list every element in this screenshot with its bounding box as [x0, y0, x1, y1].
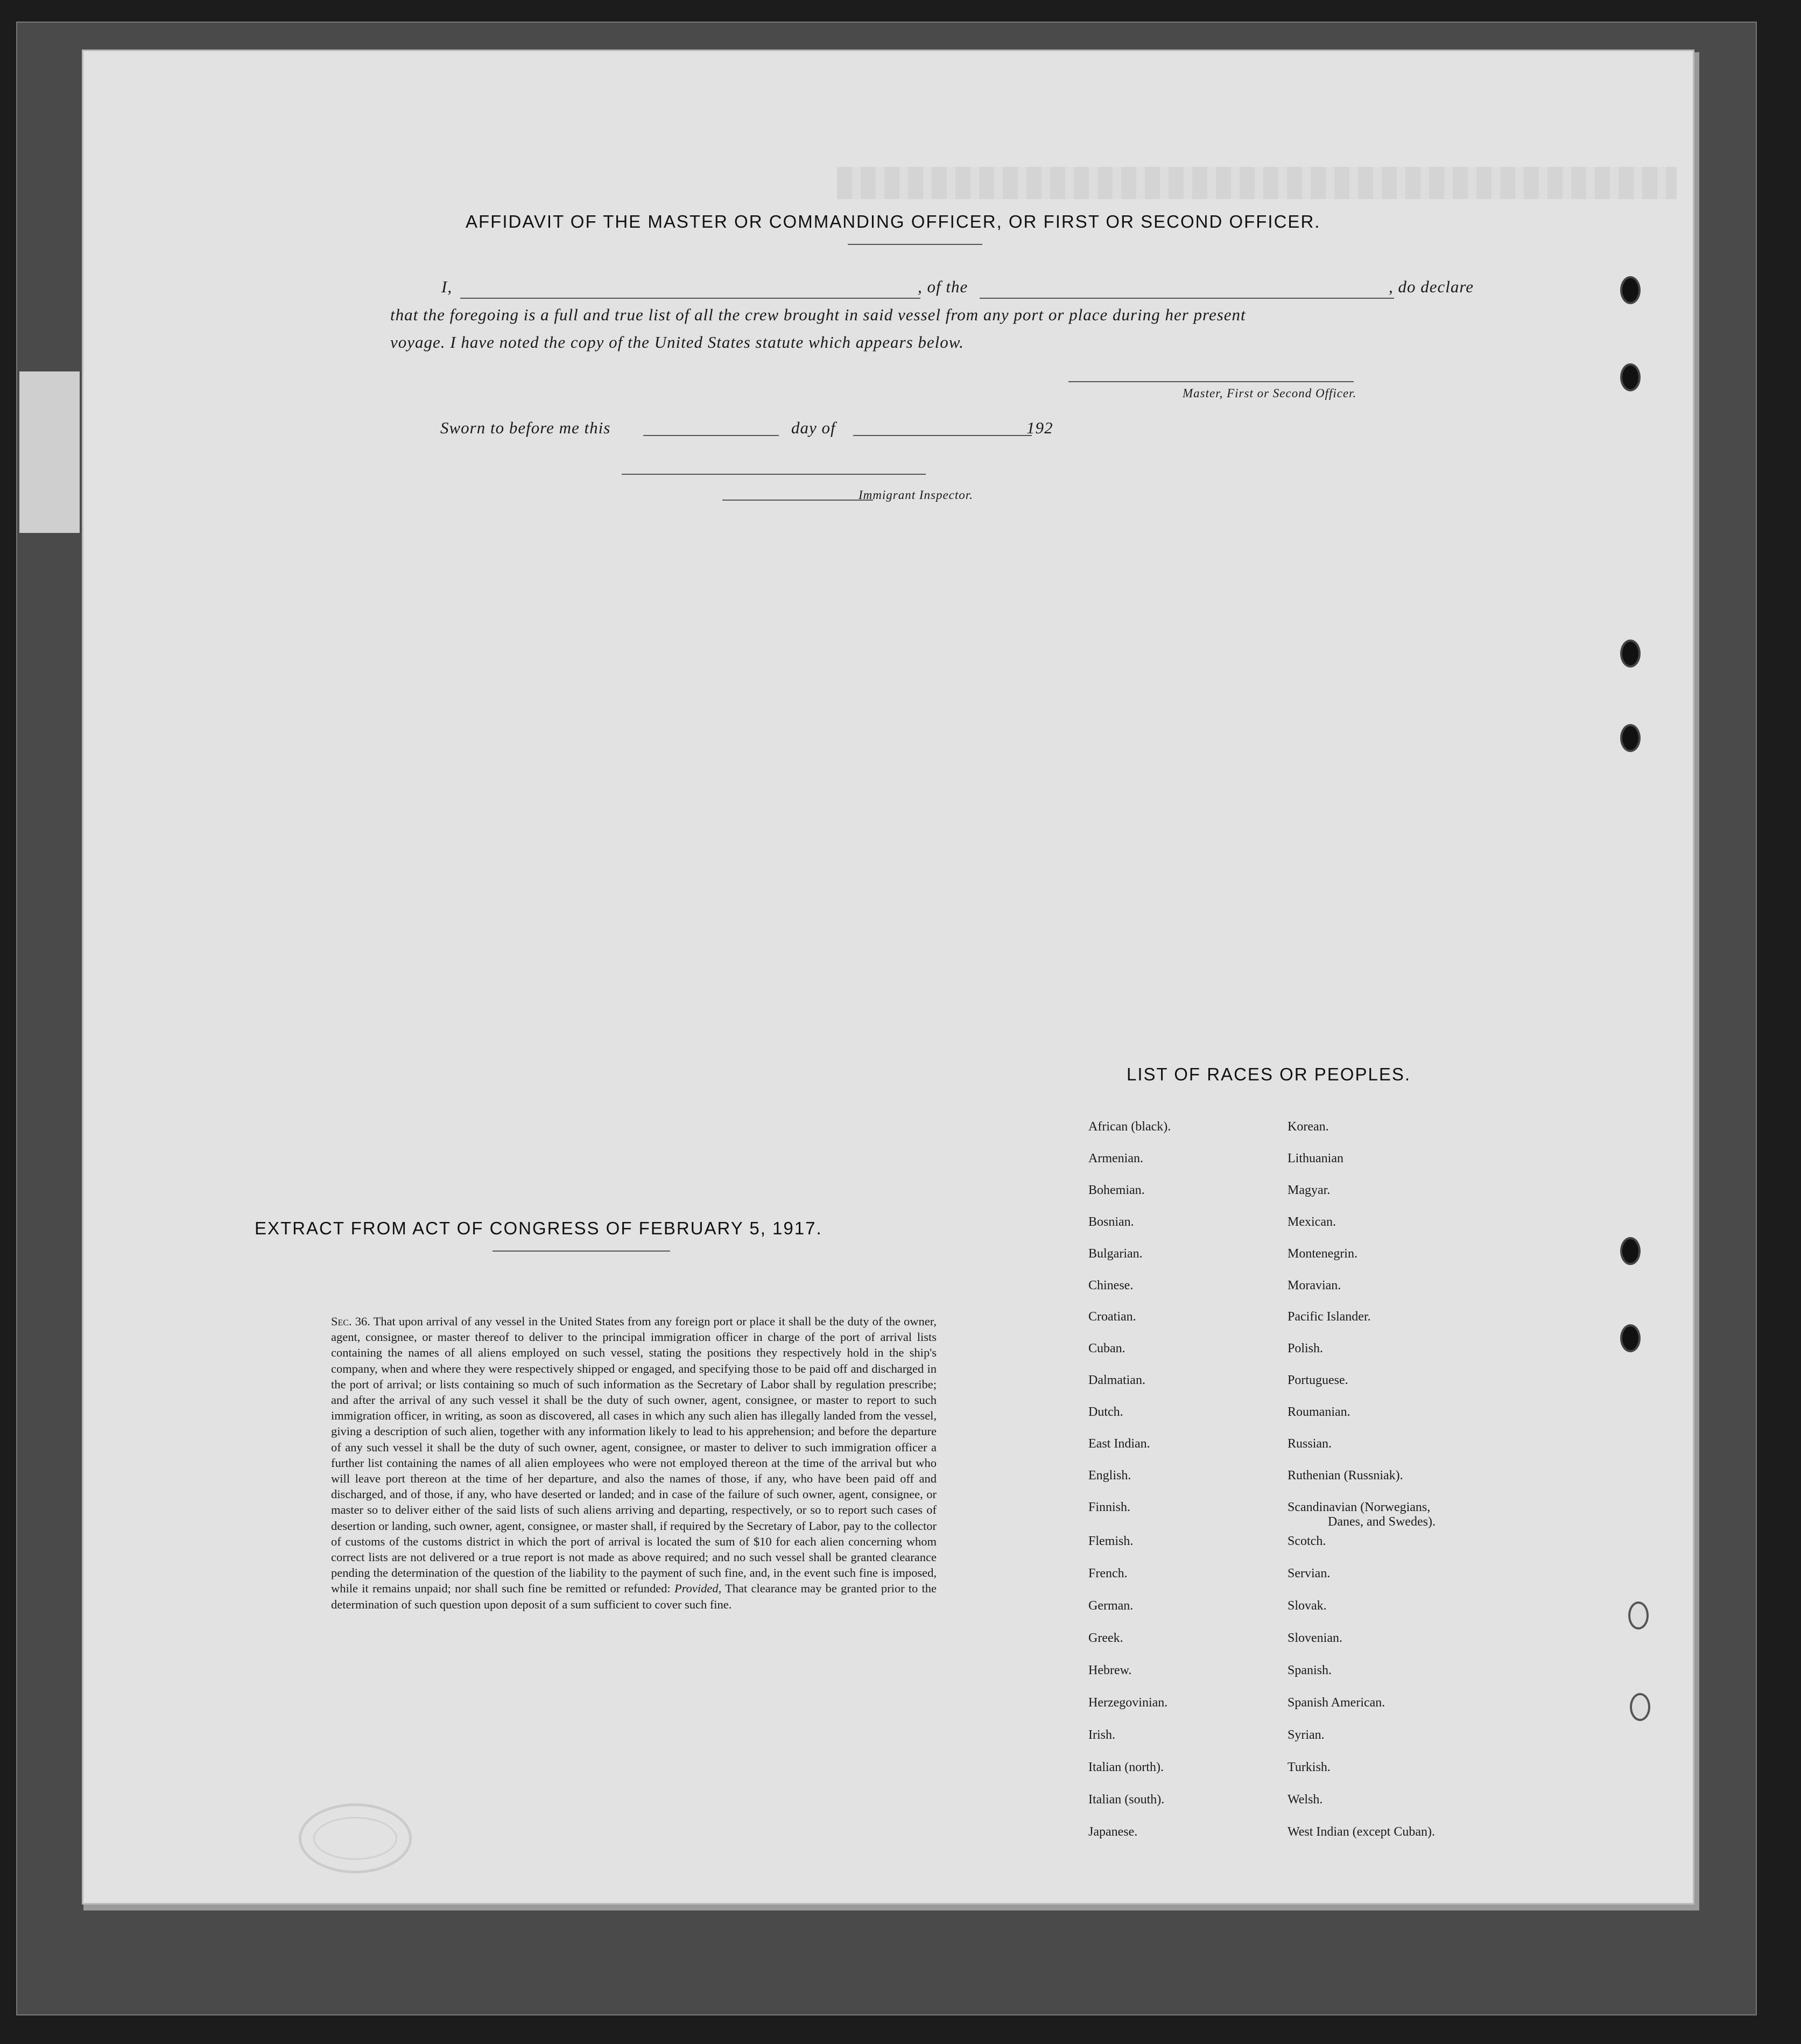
race-item: Irish. — [1088, 1728, 1115, 1742]
extract-underline — [493, 1251, 670, 1252]
affidavit-i: I, — [441, 277, 453, 296]
punch-hole — [1620, 1237, 1641, 1265]
extract-body — [331, 1314, 937, 1612]
race-item: Slovenian. — [1288, 1631, 1342, 1645]
race-item: Flemish. — [1088, 1534, 1134, 1548]
race-item: Roumanian. — [1288, 1405, 1350, 1420]
race-item: Scandinavian (Norwegians, — [1288, 1500, 1431, 1514]
race-item: Italian (north). — [1088, 1760, 1164, 1774]
day-of-text: day of — [791, 418, 836, 437]
punch-hole — [1620, 724, 1641, 752]
punch-hole — [1630, 1693, 1650, 1721]
year-text: 192 — [1026, 418, 1053, 437]
race-item: Danes, and Swedes). — [1328, 1515, 1436, 1529]
punch-hole — [1620, 276, 1641, 304]
race-item: Bohemian. — [1088, 1183, 1145, 1197]
race-item: Russian. — [1288, 1437, 1332, 1451]
punch-hole — [1628, 1602, 1649, 1629]
race-item: Portuguese. — [1288, 1373, 1348, 1388]
affidavit-line-2: voyage. I have noted the copy of the United States statute which appears below. — [390, 333, 964, 352]
affidavit-do-declare: , do declare — [1389, 277, 1474, 296]
bleed-through-text — [837, 167, 1677, 199]
race-item: Hebrew. — [1088, 1663, 1132, 1677]
race-item: Ruthenian (Russniak). — [1288, 1468, 1403, 1483]
name-blank — [460, 298, 920, 299]
race-item: Spanish American. — [1288, 1696, 1385, 1710]
month-blank — [853, 435, 1032, 436]
race-item: Polish. — [1288, 1341, 1324, 1356]
race-item: Bulgarian. — [1088, 1246, 1143, 1261]
faded-stamp — [299, 1803, 412, 1873]
race-item: East Indian. — [1088, 1437, 1150, 1451]
manifest-page — [83, 51, 1693, 1903]
affidavit-of-the: , of the — [918, 277, 968, 296]
race-item: Magyar. — [1288, 1183, 1331, 1197]
affidavit-line-1: that the foregoing is a full and true list of all the crew brought in said vessel from any port or place during her present — [390, 305, 1246, 324]
race-item: Greek. — [1088, 1631, 1123, 1645]
master-signature-line — [1068, 381, 1354, 382]
title-underline — [848, 244, 982, 245]
race-item: Finnish. — [1088, 1500, 1131, 1514]
race-item: Welsh. — [1288, 1793, 1323, 1807]
race-item: Chinese. — [1088, 1278, 1134, 1293]
provided-word: Provided, — [674, 1582, 722, 1596]
race-item: Servian. — [1288, 1567, 1331, 1581]
race-item: Moravian. — [1288, 1278, 1341, 1293]
inspector-label-line — [722, 500, 873, 501]
race-item: Lithuanian — [1288, 1151, 1343, 1165]
race-item: Pacific Islander. — [1288, 1310, 1371, 1324]
race-item: Scotch. — [1288, 1534, 1326, 1548]
races-title: LIST OF RACES OR PEOPLES. — [1127, 1064, 1411, 1084]
underlying-page-edge — [19, 371, 80, 533]
extract-text-a: That upon arrival of any vessel in the United States from any foreign port or place it shall be the duty of the owner, agent, consignee, or master thereof to deliver to the principal immigration officer in charge of the port of arrival lists containing the names of all aliens employed on such vessel, stating the positions they respectively hold in the ship's company, when and where they were respectively shipped or engaged, and specifying those to be paid off and discharged in the port of arrival; or lists containing so much of such information as the Secretary of Labor shall by regulation prescribe; and after the arrival of any such vessel it shall be the duty of such owner, agent, consignee, or master to report to such immigration officer, in writing, as soon as discovered, all cases in which any such alien has illegally landed from the vessel, giving a description of such alien, together with any information likely to lead to his apprehension; and before the departure of any such vessel it shall be the duty of such owner, agent, consignee, or master to deliver to such immigration officer a further list containing the names of all alien employees who were not employed thereon at the time of the arrival but who will leave port thereon at the time of her departure, and also the names of those, if any, who have been paid off and discharged, and of those, if any, who have deserted or landed; and in case of the failure of such owner, agent, consignee, or master so to deliver either of the said lists of such aliens arriving and departing, respectively, or so to report such cases of desertion or landing, such owner, agent, consignee, or master shall, if required by the Secretary of Labor, pay to the collector of customs of the customs district in which the port of arrival is located the sum of $10 for each alien concerning whom correct lists are not delivered or a true report is not made as above required; and no such vessel shall be granted clearance pending the determination of the question of the liability to the payment of such fine, and, in the event such fine is imposed, while it remains unpaid; nor shall such fine be remitted or refunded: — [331, 1315, 937, 1596]
race-item: Bosnian. — [1088, 1214, 1134, 1229]
race-item: German. — [1088, 1599, 1134, 1613]
race-item: Slovak. — [1288, 1599, 1327, 1613]
section-number: Sec. 36. — [331, 1315, 370, 1328]
inspector-signature-line — [622, 474, 926, 475]
extract-text-b: That clearance may be granted prior to the determination of such question upon deposit of a sum sufficient to cover such fine. — [331, 1582, 937, 1611]
race-item: Croatian. — [1088, 1310, 1136, 1324]
race-item: Italian (south). — [1088, 1793, 1165, 1807]
race-item: African (black). — [1088, 1120, 1171, 1134]
day-blank — [643, 435, 779, 436]
race-item: Syrian. — [1288, 1728, 1325, 1742]
race-item: Turkish. — [1288, 1760, 1331, 1774]
punch-hole — [1620, 363, 1641, 391]
race-item: Montenegrin. — [1288, 1246, 1357, 1261]
inspector-label: Immigrant Inspector. — [859, 488, 973, 502]
race-item: Dalmatian. — [1088, 1373, 1145, 1388]
sworn-text: Sworn to before me this — [440, 418, 611, 437]
race-item: Cuban. — [1088, 1341, 1125, 1356]
race-item: French. — [1088, 1567, 1128, 1581]
affidavit-title: AFFIDAVIT OF THE MASTER OR COMMANDING OFFICER, OR FIRST OR SECOND OFFICER. — [466, 212, 1321, 231]
race-item: Armenian. — [1088, 1151, 1143, 1165]
race-item: Dutch. — [1088, 1405, 1123, 1420]
race-item: Spanish. — [1288, 1663, 1332, 1677]
race-item: Korean. — [1288, 1120, 1329, 1134]
punch-hole — [1620, 640, 1641, 668]
master-label: Master, First or Second Officer. — [1183, 387, 1357, 400]
vessel-blank — [980, 298, 1394, 299]
punch-hole — [1620, 1324, 1641, 1352]
extract-title: EXTRACT FROM ACT OF CONGRESS OF FEBRUARY 5, 1917. — [255, 1218, 822, 1238]
race-item: Mexican. — [1288, 1214, 1336, 1229]
race-item: West Indian (except Cuban). — [1288, 1825, 1435, 1839]
race-item: Herzegovinian. — [1088, 1696, 1168, 1710]
race-item: English. — [1088, 1468, 1131, 1483]
race-item: Japanese. — [1088, 1825, 1138, 1839]
